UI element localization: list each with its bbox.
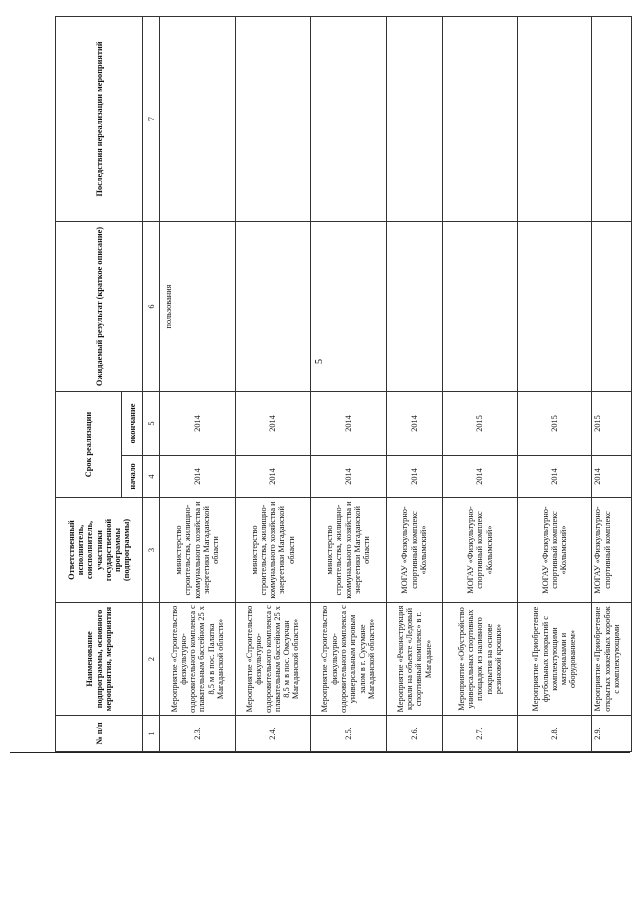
row-consequence	[592, 16, 632, 221]
row-executor: МОГАУ «Физкультурно-спортивный комплекс «Колымский»	[386, 498, 443, 603]
col-number: 5	[143, 391, 160, 455]
table-row	[235, 16, 310, 751]
row-num: 2.5.	[311, 716, 386, 752]
row-result: пользования	[160, 221, 235, 391]
row-name: Мероприятие «Приобретение открытых хоккейных коробок с комплектующими	[592, 603, 632, 716]
page-separator-line	[10, 752, 630, 753]
row-consequence	[517, 16, 592, 221]
row-executor: МОГАУ «Физкультурно-спортивный комплекс «Колымский»	[443, 498, 518, 603]
col-number: 3	[143, 498, 160, 603]
row-start: 2014	[160, 456, 235, 498]
header-consequence: Последствия нереализации мероприятий	[56, 16, 143, 221]
row-num: 2.3.	[160, 716, 235, 752]
row-start: 2014	[443, 456, 518, 498]
header-executor: Ответственный исполнитель, соисполнитель, участники государственной программы (подпрограммы)	[56, 498, 143, 603]
col-number: 7	[143, 16, 160, 221]
table-row	[160, 16, 235, 751]
row-num: 2.9.	[592, 716, 632, 752]
row-end: 2015	[592, 391, 632, 455]
row-name: Мероприятие «Обустройство универсальных спортивных площадок из наливного покрытия на основе резиновой крошки»	[443, 603, 518, 716]
header-result: Ожидаемый результат (краткое описание)	[56, 221, 143, 391]
table-row	[443, 16, 518, 751]
row-result	[592, 221, 632, 391]
header-period: Срок реализации	[56, 391, 122, 497]
row-start: 2014	[592, 456, 632, 498]
row-executor: МОГАУ «Физкультурно-спортивный комплекс	[592, 498, 632, 603]
row-end: 2015	[443, 391, 518, 455]
row-num: 2.8.	[517, 716, 592, 752]
row-consequence	[311, 16, 386, 221]
table-row	[386, 16, 443, 751]
row-end: 2014	[160, 391, 235, 455]
row-name: Мероприятие «Строительство физкультурно-оздоровительного комплекса с плавательным бассейном 25 х 8,5 м в пос. Омсукчан Магаданской области»	[235, 603, 310, 716]
row-executor: министерство строительства, жилищно-коммунального хозяйства и энергетики Магаданской области	[311, 498, 386, 603]
row-num: 2.6.	[386, 716, 443, 752]
row-result	[235, 221, 310, 391]
row-name: Мероприятие «Приобретение футбольных покрытий с комплектующими материалами и оборудованием»	[517, 603, 592, 716]
row-end: 2014	[235, 391, 310, 455]
program-measures-table	[55, 16, 632, 752]
page-number: 5	[314, 359, 325, 364]
row-name: Мероприятие «Строительство физкультурно-оздоровительного комплекса с плавательным бассейном 25 х 8,5 м в пос. Палатка Магаданской области»	[160, 603, 235, 716]
col-number: 4	[143, 456, 160, 498]
col-number: 2	[143, 603, 160, 716]
row-consequence	[443, 16, 518, 221]
row-executor: министерство строительства, жилищно-коммунального хозяйства и энергетики Магаданской области	[160, 498, 235, 603]
row-start: 2014	[386, 456, 443, 498]
column-number-row	[143, 16, 160, 751]
table-row	[592, 16, 632, 751]
row-end: 2015	[517, 391, 592, 455]
table-row	[517, 16, 592, 751]
row-consequence	[386, 16, 443, 221]
row-start: 2014	[517, 456, 592, 498]
row-end: 2014	[386, 391, 443, 455]
col-number: 6	[143, 221, 160, 391]
header-num: № п/п	[56, 716, 143, 752]
row-start: 2014	[235, 456, 310, 498]
rotated-table-container	[55, 17, 632, 752]
row-num: 2.7.	[443, 716, 518, 752]
row-result	[517, 221, 592, 391]
row-consequence	[235, 16, 310, 221]
row-start: 2014	[311, 456, 386, 498]
row-result	[386, 221, 443, 391]
row-name: Мероприятие «Строительство физкультурно-оздоровительного комплекса с универсальным игровым залом в г. Сусумане Магаданской области»	[311, 603, 386, 716]
row-executor: МОГАУ «Физкультурно-спортивный комплекс «Колымский»	[517, 498, 592, 603]
table-row	[311, 16, 386, 751]
row-name: Мероприятие «Реконструкция кровли на объекте «Ледовый спортивный комплекс» в г. Магадане»	[386, 603, 443, 716]
row-consequence	[160, 16, 235, 221]
header-start: начало	[122, 456, 143, 498]
col-number: 1	[143, 716, 160, 752]
header-end: окончание	[122, 391, 143, 455]
row-num: 2.4.	[235, 716, 310, 752]
header-name: Наименование подпрограммы, основного мероприятия, мероприятия	[56, 603, 143, 716]
row-executor: министерство строительства, жилищно-коммунального хозяйства и энергетики Магаданской области	[235, 498, 310, 603]
row-result	[443, 221, 518, 391]
row-end: 2014	[311, 391, 386, 455]
row-result	[311, 221, 386, 391]
